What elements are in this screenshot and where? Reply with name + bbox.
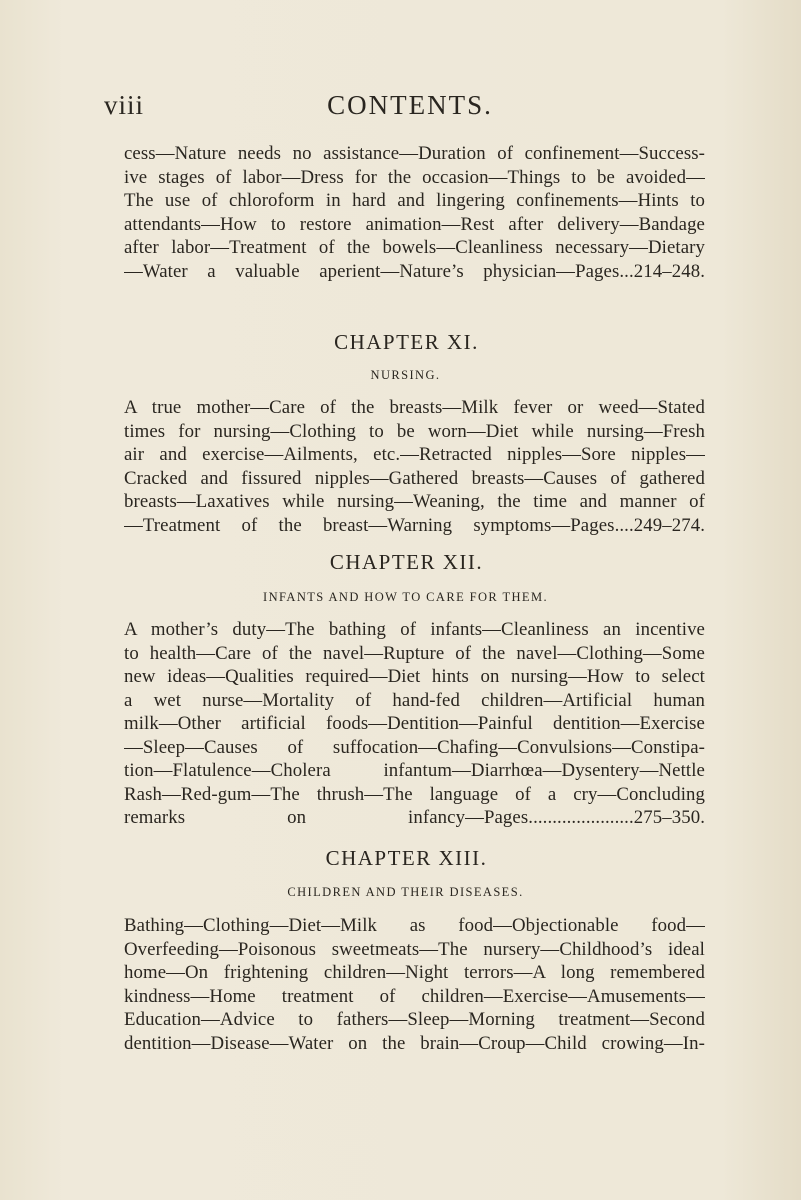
page-number: viii [104,90,145,120]
chapter-12-title: CHAPTER XII. [329,550,484,574]
text-line: Education—Advice to fathers—Sleep—Morning treatment—Second [124,1009,705,1030]
chapter-11-contents [124,396,705,537]
chapter-13-title: CHAPTER XIII. [325,846,488,870]
text-line: new ideas—Qualities required—Diet hints on nursing—How to select [124,666,705,687]
chapter-13-subtitle: CHILDREN AND THEIR DISEASES. [287,885,524,899]
chapter-11-subtitle: NURSING. [370,368,441,382]
text-line: Rash—Red-gum—The thrush—The language of a cry—Concluding [124,783,705,805]
text-line: —Water a valuable aperient—Nature’s physician—Pages...214–248. [124,260,705,282]
text-line: —Treatment of the breast—Warning symptoms—Pages....249–274. [124,514,705,536]
text-line: dentition—Disease—Water on the brain—Croup—Child crowing—In- [124,1032,705,1054]
text-line: —Sleep—Causes of suffocation—Chafing—Convulsions—Constipa- [124,736,705,758]
page-header [100,90,720,130]
text-line: remarks on infancy—Pages......................275–350. [124,807,705,828]
text-line: home—On frightening children—Night terrors—A long remembered [124,962,705,983]
text-line: times for nursing—Clothing to be worn—Diet while nursing—Fresh [124,420,705,442]
text-line: cess—Nature needs no assistance—Duration of confinement—Success- [124,143,705,164]
text-line: to health—Care of the navel—Rupture of the navel—Clothing—Some [124,642,705,664]
text-line: tion—Flatulence—Cholera infantum—Diarrhœa—Dysentery—Nettle [124,760,705,781]
text-line: breasts—Laxatives while nursing—Weaning, the time and manner of [124,491,705,512]
text-line: ive stages of labor—Dress for the occasion—Things to be avoided— [124,166,705,188]
chapter-13-contents [124,914,705,1055]
text-line: A mother’s duty—The bathing of infants—Cleanliness an incentive [124,619,705,640]
text-line: a wet nurse—Mortality of hand-fed children—Artificial human [124,689,705,711]
text-line: milk—Other artificial foods—Dentition—Painful dentition—Exercise [124,713,705,734]
running-title: CONTENTS. [327,90,493,120]
continuation-paragraph [124,142,705,283]
text-line: kindness—Home treatment of children—Exercise—Amusements— [124,985,705,1007]
text-line: Bathing—Clothing—Diet—Milk as food—Objectionable food— [124,915,705,936]
text-line: air and exercise—Ailments, etc.—Retracted nipples—Sore nipples— [124,444,705,465]
text-line: The use of chloroform in hard and lingering confinements—Hints to [124,190,705,211]
text-line: attendants—How to restore animation—Rest after delivery—Bandage [124,213,705,235]
chapter-12-contents [124,618,705,830]
text-line: Cracked and fissured nipples—Gathered breasts—Causes of gathered [124,467,705,489]
text-line: A true mother—Care of the breasts—Milk fever or weed—Stated [124,397,705,418]
chapter-12-subtitle: INFANTS AND HOW TO CARE FOR THEM. [263,590,548,604]
chapter-11-title: CHAPTER XI. [334,330,479,354]
text-line: after labor—Treatment of the bowels—Cleanliness necessary—Dietary [124,237,705,258]
text-line: Overfeeding—Poisonous sweetmeats—The nursery—Childhood’s ideal [124,938,705,960]
